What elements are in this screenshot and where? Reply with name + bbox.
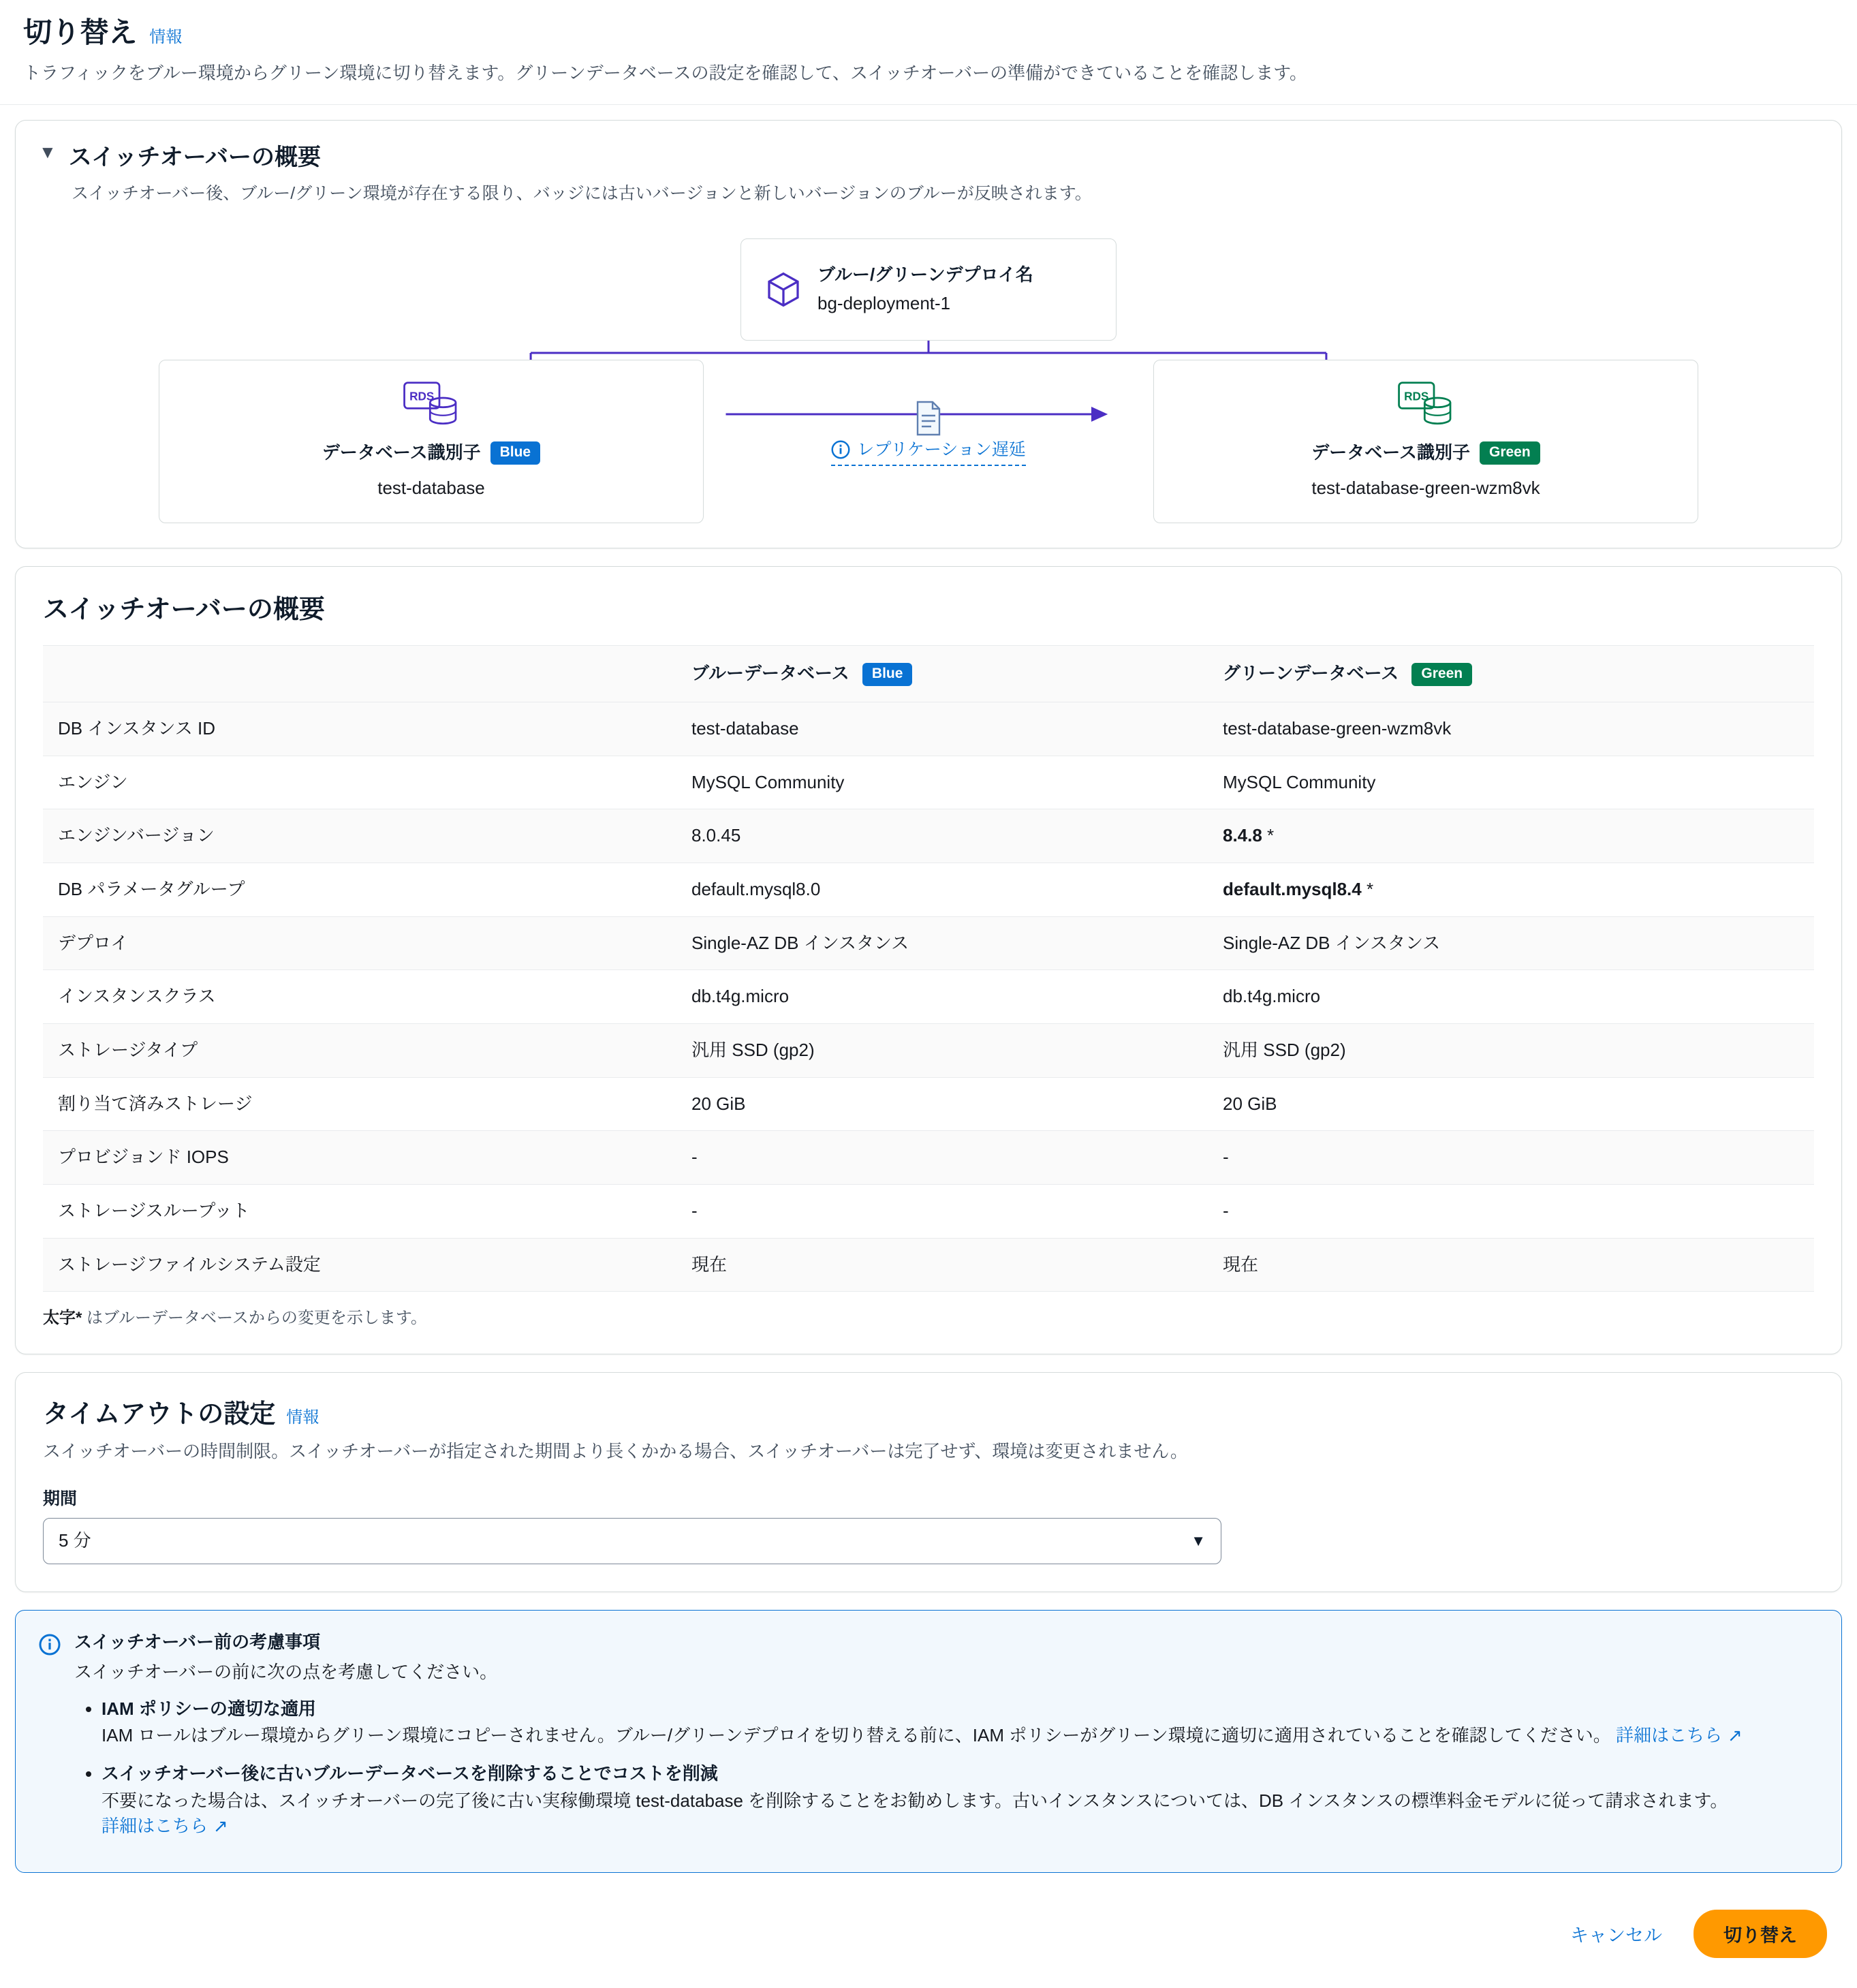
cell-attribute: エンジンバージョン (43, 809, 676, 863)
cell-attribute: ストレージタイプ (43, 1024, 676, 1078)
cell-green-value: - (1208, 1185, 1814, 1239)
overview-title: スイッチオーバーの概要 (68, 144, 321, 170)
green-environment-node (1153, 360, 1698, 523)
cell-attribute: プロビジョンド IOPS (43, 1131, 676, 1185)
cell-blue-value: MySQL Community (676, 756, 1208, 809)
page-description: トラフィックをブルー環境からグリーン環境に切り替えます。グリーンデータベースの設定を確認して、スイッチオーバーの準備ができていることを確認します。 (23, 62, 1308, 83)
cell-blue-value: 8.0.45 (676, 809, 1208, 863)
summary-footnote (16, 1292, 1841, 1354)
cell-attribute: エンジン (43, 756, 676, 809)
blue-env-label-row (322, 440, 540, 466)
summary-table (43, 645, 1814, 1292)
cell-blue-value: - (676, 1185, 1208, 1239)
cell-green-value: test-database-green-wzm8vk (1208, 702, 1814, 756)
changed-marker: * (1361, 878, 1374, 899)
switchover-diagram (39, 210, 1818, 530)
blue-env-label: データベース識別子 (322, 442, 481, 463)
alert-item-title: • スイッチオーバー後に古いブルーデータベースを削除することでコストを削減 (102, 1763, 718, 1784)
cell-attribute: DB パラメータグループ (43, 863, 676, 916)
cell-blue-value: default.mysql8.0 (676, 863, 1208, 916)
replication-lag-label: レプリケーション遅延 (857, 440, 1026, 460)
alert-item-title: • IAM ポリシーの適切な適用 (102, 1698, 316, 1719)
column-green (1208, 646, 1814, 702)
summary-title: スイッチオーバーの概要 (43, 595, 325, 625)
alert-item-text (102, 1723, 1818, 1749)
cell-blue-value: 汎用 SSD (gp2) (676, 1024, 1208, 1078)
replication-lag-link[interactable] (831, 437, 1026, 466)
info-icon (831, 440, 850, 459)
deployment-cube-icon (764, 270, 802, 309)
cell-green-value: MySQL Community (1208, 756, 1814, 809)
page-header (0, 0, 1857, 105)
alert-body (74, 1630, 1818, 1852)
timeout-info-link[interactable]: 情報 (286, 1408, 319, 1427)
page-title-row (23, 12, 1834, 54)
duration-select[interactable] (43, 1518, 1221, 1564)
column-attribute (43, 646, 676, 702)
deployment-node (740, 238, 1117, 341)
timeout-title: タイムアウトの設定 (43, 1400, 276, 1429)
overview-container (15, 120, 1842, 549)
alert-subtitle: スイッチオーバーの前に次の点を考慮してください。 (74, 1661, 498, 1682)
table-row (43, 1131, 1814, 1185)
cell-blue-value: Single-AZ DB インスタンス (676, 916, 1208, 970)
timeout-section (16, 1373, 1841, 1591)
cell-attribute: インスタンスクラス (43, 970, 676, 1024)
alert-title: スイッチオーバー前の考慮事項 (74, 1632, 321, 1653)
table-row (43, 970, 1814, 1024)
table-row (43, 809, 1814, 863)
column-blue-badge: Blue (862, 663, 913, 686)
cell-green-value (1208, 863, 1814, 916)
document-icon (914, 401, 943, 436)
table-row (43, 1024, 1814, 1078)
green-env-label-row (1311, 440, 1540, 466)
green-badge: Green (1480, 441, 1540, 465)
page-title: 切り替え (23, 16, 138, 48)
header-info-link[interactable]: 情報 (149, 28, 183, 46)
cell-green-value: - (1208, 1131, 1814, 1185)
form-actions (0, 1891, 1857, 1988)
blue-environment-node (159, 360, 704, 523)
table-row (43, 1238, 1814, 1292)
summary-container (15, 566, 1842, 1354)
cell-blue-value: - (676, 1131, 1208, 1185)
deployment-label: ブルー/グリーンデプロイ名 (817, 264, 1033, 285)
summary-table-head (43, 646, 1814, 702)
timeout-container (15, 1372, 1842, 1592)
cell-blue-value: 現在 (676, 1238, 1208, 1292)
green-env-label: データベース識別子 (1311, 442, 1470, 463)
changed-value: default.mysql8.4 (1223, 878, 1362, 899)
overview-subtitle: スイッチオーバー後、ブルー/グリーン環境が存在する限り、バッジには古いバージョンと新しいバージョンのブルーが反映されます。 (72, 183, 1092, 203)
cell-blue-value: test-database (676, 702, 1208, 756)
table-row (43, 863, 1814, 916)
cell-attribute: ストレージファイルシステム設定 (43, 1238, 676, 1292)
alert-item-body: 不要になった場合は、スイッチオーバーの完了後に古い実稼働環境 test-database を削除することをお勧めします。古いインスタンスについては、DB インスタンスの標準料金モデルに従って請求されます。 (102, 1790, 1728, 1811)
column-blue-label: ブルーデータベース (691, 663, 849, 684)
duration-select-value: 5 分 (59, 1530, 91, 1551)
alert-item-body: IAM ロールはブルー環境からグリーン環境にコピーされません。ブルー/グリーンデプロイを切り替える前に、IAM ポリシーがグリーン環境に適切に適用されていることを確認してください。 (102, 1725, 1611, 1746)
list-item (102, 1696, 1818, 1749)
timeout-description: スイッチオーバーの時間制限。スイッチオーバーが指定された期間より長くかかる場合、スイッチオーバーは完了せず、環境は変更されません。 (43, 1441, 1188, 1462)
cell-blue-value: 20 GiB (676, 1077, 1208, 1131)
cell-attribute: DB インスタンス ID (43, 702, 676, 756)
external-link-icon: ↗ (1727, 1725, 1743, 1746)
cancel-button[interactable]: キャンセル (1563, 1912, 1669, 1955)
cell-green-value: 20 GiB (1208, 1077, 1814, 1131)
learn-more-link[interactable]: 詳細はこちら (102, 1816, 208, 1837)
cell-attribute: ストレージスループット (43, 1185, 676, 1239)
learn-more-link[interactable]: 詳細はこちら (1615, 1725, 1722, 1746)
blue-badge: Blue (490, 441, 541, 465)
rds-green-icon (1397, 382, 1454, 431)
cell-attribute: 割り当て済みストレージ (43, 1077, 676, 1131)
table-row (43, 702, 1814, 756)
table-row (43, 1185, 1814, 1239)
pre-switchover-alert (15, 1610, 1842, 1873)
summary-table-body (43, 702, 1814, 1292)
blue-env-value: test-database (377, 478, 485, 499)
alert-list (74, 1696, 1818, 1839)
cell-blue-value: db.t4g.micro (676, 970, 1208, 1024)
info-icon (39, 1634, 61, 1656)
footnote-bold: 太字* (43, 1309, 82, 1328)
table-row (43, 916, 1814, 970)
chevron-down-icon: ▼ (1191, 1532, 1206, 1550)
replication-lag-block (785, 401, 1072, 467)
column-green-badge: Green (1411, 663, 1472, 686)
external-link-icon: ↗ (213, 1816, 228, 1837)
rds-blue-icon (403, 382, 460, 431)
switchover-button[interactable]: 切り替え (1694, 1910, 1827, 1958)
cell-green-value (1208, 809, 1814, 863)
cell-green-value: 現在 (1208, 1238, 1814, 1292)
list-item (102, 1761, 1818, 1839)
green-env-value: test-database-green-wzm8vk (1311, 478, 1540, 499)
overview-header (16, 121, 1841, 178)
table-row (43, 1077, 1814, 1131)
changed-value: 8.4.8 (1223, 825, 1262, 846)
cell-green-value: 汎用 SSD (gp2) (1208, 1024, 1814, 1078)
cell-attribute: デプロイ (43, 916, 676, 970)
cell-green-value: Single-AZ DB インスタンス (1208, 916, 1814, 970)
svg-text:RDS: RDS (409, 389, 435, 403)
timeout-title-row (43, 1396, 1814, 1433)
changed-marker: * (1262, 825, 1275, 846)
cell-green-value: db.t4g.micro (1208, 970, 1814, 1024)
column-blue (676, 646, 1208, 702)
duration-field-label: 期間 (43, 1489, 78, 1509)
footnote-rest: はブルーデータベースからの変更を示します。 (82, 1309, 427, 1328)
svg-text:RDS: RDS (1404, 389, 1429, 403)
collapse-caret-icon[interactable]: ▼ (39, 141, 57, 162)
deployment-value: bg-deployment-1 (817, 293, 951, 314)
table-row (43, 756, 1814, 809)
alert-item-text (102, 1788, 1818, 1839)
column-green-label: グリーンデータベース (1223, 663, 1399, 684)
summary-header-row (43, 646, 1814, 702)
